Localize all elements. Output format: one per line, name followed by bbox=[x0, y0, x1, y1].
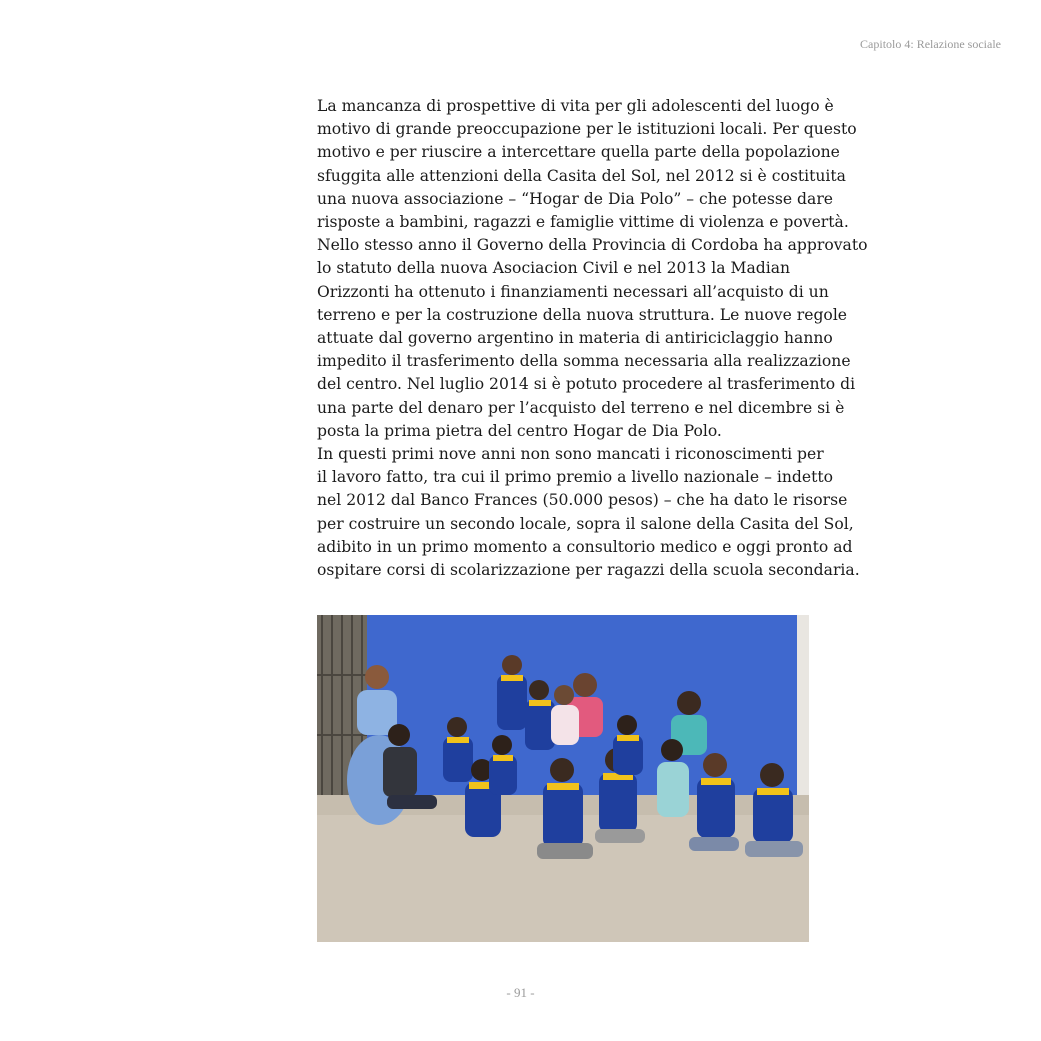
text-line: il lavoro fatto, tra cui il primo premio a livello nazionale – indetto bbox=[317, 468, 834, 487]
text-line: posta la prima pietra del centro Hogar de Dia Polo. bbox=[317, 421, 722, 440]
chapter-header: Capitolo 4: Relazione sociale bbox=[860, 37, 1001, 51]
text-line: una nuova associazione – “Hogar de Dia Polo” – che potesse dare bbox=[317, 189, 834, 208]
text-line: La mancanza di prospettive di vita per gli adolescenti del luogo è bbox=[317, 97, 834, 115]
children-group-photo bbox=[317, 615, 809, 942]
text-line: attuate dal governo argentino in materia di antiriciclaggio hanno bbox=[317, 329, 833, 348]
text-line: ospitare corsi di scolarizzazione per ragazzi della scuola secondaria. bbox=[317, 561, 860, 580]
text-line: una parte del denaro per l’acquisto del terreno e nel dicembre si è bbox=[317, 398, 845, 417]
text-line: terreno e per la costruzione della nuova struttura. Le nuove regole bbox=[317, 305, 848, 324]
text-line: nel 2012 dal Banco Frances (50.000 pesos) – che ha dato le risorse bbox=[317, 491, 848, 510]
text-line: motivo di grande preoccupazione per le istituzioni locali. Per questo bbox=[317, 120, 857, 139]
text-line: sfuggita alle attenzioni della Casita del Sol, nel 2012 si è costituita bbox=[317, 166, 846, 185]
text-line: del centro. Nel luglio 2014 si è potuto procedere al trasferimento di bbox=[317, 375, 856, 394]
text-line: In questi primi nove anni non sono mancati i riconoscimenti per bbox=[317, 445, 824, 464]
text-line: lo statuto della nuova Asociacion Civil e nel 2013 la Madian bbox=[317, 259, 791, 278]
text-line: per costruire un secondo locale, sopra il salone della Casita del Sol, bbox=[317, 514, 854, 533]
page-number: - 91 - bbox=[506, 985, 535, 1000]
text-line: risposte a bambini, ragazzi e famiglie vittime di violenza e povertà. bbox=[317, 213, 849, 232]
text-line: impedito il trasferimento della somma necessaria alla realizzazione bbox=[317, 352, 851, 371]
body-paragraph bbox=[317, 95, 957, 582]
text-line: motivo e per riuscire a intercettare quella parte della popolazione bbox=[317, 143, 840, 162]
text-line: adibito in un primo momento a consultorio medico e oggi pronto ad bbox=[317, 537, 853, 556]
text-line: Orizzonti ha ottenuto i finanziamenti necessari all’acquisto di un bbox=[317, 282, 829, 301]
text-line: Nello stesso anno il Governo della Provincia di Cordoba ha approvato bbox=[317, 236, 868, 255]
